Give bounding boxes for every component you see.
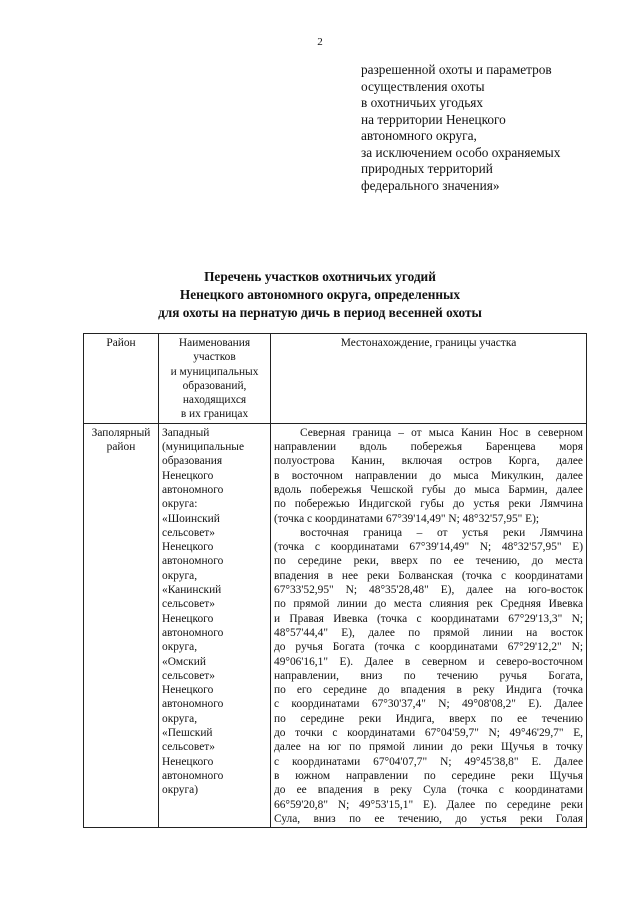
area-name-line: округа,	[162, 641, 198, 654]
description-line: по середине реки, вверх по ее течению, до места	[274, 555, 583, 568]
area-name-line: образования	[162, 455, 223, 468]
description-line: по побережью Индигской губы до устья реки Лямчина	[274, 498, 583, 511]
district-cell	[84, 423, 159, 827]
area-name-line: «Шоинский	[162, 512, 220, 525]
area-name-line: сельсовет»	[162, 526, 215, 539]
area-name-line: автономного	[162, 483, 224, 496]
area-name-line: Западный	[162, 426, 210, 439]
header-line: за исключением особо охраняемых	[361, 144, 561, 160]
page-number: 2	[317, 36, 323, 48]
district-line: район	[106, 441, 136, 454]
description-line: 49°06'16,1" E). Далее в северном и северо-восточном	[274, 655, 583, 668]
area-name-line: «Омский	[162, 655, 206, 668]
table-row	[84, 423, 587, 827]
header-location: Местонахождение, границы участка	[271, 334, 587, 424]
area-name-line: округа)	[162, 784, 198, 797]
header-line: природных территорий	[361, 161, 493, 176]
header-line: участков	[193, 351, 236, 364]
description-line: 67°33'52,95" N; 48°35'28,48" E), далее на юго-восток	[274, 584, 583, 597]
description-line: (точка с координатами 67°39'14,49" N; 48°32'57,95" E)	[274, 541, 583, 554]
header-line: образований,	[182, 379, 247, 392]
description-line: вдоль побережья Чешской губы до мыса Бармин, далее	[274, 483, 583, 496]
header-line: находящихся	[182, 394, 247, 407]
hunting-areas-table	[83, 333, 587, 828]
area-name-line: сельсовет»	[162, 741, 215, 754]
area-name-line: Ненецкого	[162, 469, 214, 482]
description-line: в восточном направлении до мыса Микулкин, далее	[274, 469, 583, 482]
description-line: 48°57'44,4" E), далее по прямой линии на восток	[274, 626, 583, 639]
title-line: для охоты на пернатую дичь в период весенней охоты	[158, 305, 482, 320]
area-name-line: сельсовет»	[162, 669, 215, 682]
boundary-description-cell	[271, 423, 587, 827]
header-line: автономного округа,	[361, 128, 477, 143]
district-line: Заполярный	[91, 426, 151, 439]
description-line: и Правая Ивевка (точка с координатами 67°29'13,3" N;	[274, 612, 583, 625]
description-line: далее на юг по прямой линии до реки Щучья в точку	[274, 741, 583, 754]
description-line: до ручья Богата (точка с координатами 67°29'12,2" N;	[274, 641, 583, 654]
header-line: и муниципальных	[170, 365, 259, 378]
description-line: направлении, вниз по течению ручья Богата,	[274, 669, 583, 682]
description-line: с координатами 67°04'07,7" N; 49°45'38,8" E. Далее	[274, 755, 583, 768]
description-line: по его середине до впадения в реку Индига (точка	[274, 684, 583, 697]
header-line: в охотничьих угодьях	[361, 95, 484, 110]
description-line: с координатами 67°30'37,4" N; 49°08'08,2" E). Далее	[274, 698, 583, 711]
area-name-line: сельсовет»	[162, 598, 215, 611]
area-name-line: автономного	[162, 698, 224, 711]
description-line: полуострова Канин, включая остров Корга, далее	[274, 455, 583, 468]
area-name-line: Ненецкого	[162, 612, 214, 625]
header-line: разрешенной охоты и параметров	[361, 62, 552, 77]
approval-reference-block	[361, 62, 621, 194]
area-name-line: округа,	[162, 569, 198, 582]
description-line: по середине реки Индига, вверх по ее течению	[274, 712, 583, 725]
area-name-line: Ненецкого	[162, 541, 214, 554]
document-title	[0, 268, 640, 322]
title-line: Перечень участков охотничьих угодий	[204, 269, 436, 284]
header-line: федерального значения»	[361, 177, 500, 193]
area-name-line: автономного	[162, 555, 224, 568]
header-district: Район	[84, 334, 159, 424]
description-line: впадения в нее реки Болванская (точка с координатами	[274, 569, 583, 582]
area-name-line: (муниципальные	[162, 441, 245, 454]
description-line: в южном направлении по середине реки Щучья	[274, 769, 583, 782]
header-area-name	[159, 334, 271, 424]
area-name-line: «Пешский	[162, 727, 213, 740]
area-name-line: Ненецкого	[162, 684, 214, 697]
area-name-line: округа:	[162, 498, 198, 511]
description-line: Северная граница – от мыса Канин Нос в северном	[300, 426, 583, 439]
area-name-line: автономного	[162, 769, 224, 782]
description-line: Сула, вниз по ее течению, до устья реки Голая	[274, 812, 583, 825]
area-name-line: «Канинский	[162, 584, 222, 597]
header-line: в их границах	[180, 408, 249, 421]
area-name-line: округа,	[162, 712, 198, 725]
header-line: осуществления охоты	[361, 78, 485, 94]
description-line: восточная граница – от устья реки Лямчина	[300, 526, 583, 539]
header-line: на территории Ненецкого	[361, 111, 506, 127]
area-name-line: автономного	[162, 626, 224, 639]
area-name-line: Ненецкого	[162, 755, 214, 768]
description-line: до точки с координатами 67°04'59,7" N; 49°46'29,7" E,	[274, 727, 583, 740]
description-line: по прямой линии до места слияния рек Средняя Ивевка	[274, 598, 583, 611]
description-line: направлении вдоль побережья Баренцева моря	[274, 441, 583, 454]
description-line: до ее впадения в реку Сула (точка с координатами	[274, 784, 583, 797]
table-header-row	[84, 334, 587, 424]
description-line: (точка с координатами 67°39'14,49" N; 48°32'57,95" E);	[274, 512, 540, 525]
description-line: 66°59'20,8" N; 49°53'15,1" E). Далее по середине реки	[274, 798, 583, 811]
title-line: Ненецкого автономного округа, определенных	[179, 287, 461, 302]
area-name-cell	[159, 423, 271, 827]
header-line: Наименования	[178, 337, 251, 349]
